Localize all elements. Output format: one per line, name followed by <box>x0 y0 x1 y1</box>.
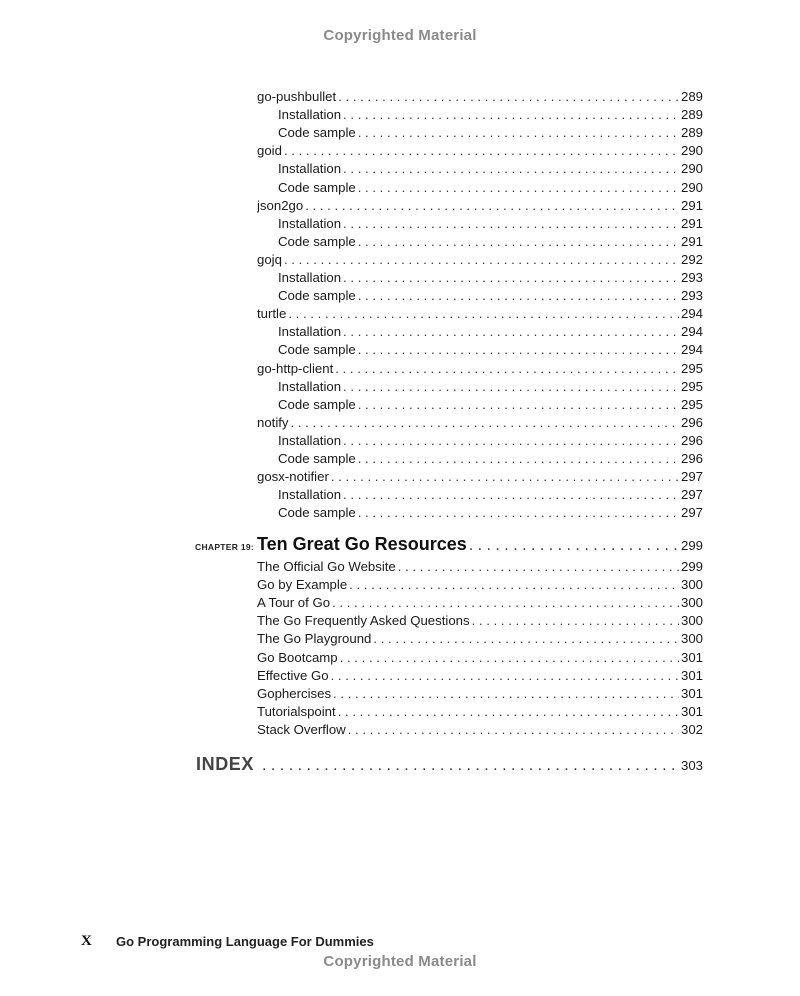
dot-leader <box>373 630 679 648</box>
toc-entry-page-number: 297 <box>680 487 703 503</box>
dot-leader <box>288 305 679 323</box>
toc-subentry[interactable] <box>278 215 703 233</box>
dot-leader <box>284 251 679 269</box>
toc-entry-title: Code sample <box>278 125 356 141</box>
toc-entry[interactable] <box>257 142 703 160</box>
toc-entry-page-number: 293 <box>680 288 703 304</box>
dot-leader <box>331 468 679 486</box>
toc-entry-page-number: 294 <box>680 324 703 340</box>
toc-entry[interactable] <box>257 88 703 106</box>
toc-entry-page-number: 289 <box>680 89 703 104</box>
toc-entry-title: go-http-client <box>257 360 334 376</box>
toc-entry[interactable] <box>257 468 703 486</box>
toc-entry-title: Code sample <box>278 233 356 249</box>
toc-subentry[interactable] <box>278 450 703 468</box>
toc-entry-page-number: 294 <box>680 306 703 322</box>
toc-entry-title: Installation <box>278 487 342 503</box>
dot-leader <box>284 142 679 160</box>
toc-entry-page-number: 289 <box>680 125 703 141</box>
dot-leader <box>291 414 679 432</box>
toc-entry[interactable] <box>257 558 703 576</box>
dot-leader <box>358 450 679 468</box>
toc-entry-title: go-pushbullet <box>257 89 337 104</box>
toc-entry-page-number: 292 <box>680 251 703 267</box>
toc-entry-page-number: 296 <box>680 451 703 466</box>
toc-entry-title: Installation <box>278 324 342 340</box>
dot-leader <box>343 378 679 396</box>
toc-entry-page-number: 301 <box>680 667 703 683</box>
toc-entry-title: Effective Go <box>257 667 329 683</box>
toc-entry-title: gojq <box>257 251 282 267</box>
chapter-heading[interactable] <box>257 534 703 556</box>
toc-entry-page-number: 300 <box>680 631 703 647</box>
toc-entry-title: Code sample <box>278 342 356 358</box>
footer-page-number: X <box>81 933 92 949</box>
index-heading[interactable] <box>196 754 703 778</box>
toc-entry-page-number: 299 <box>680 559 703 574</box>
toc-entry[interactable] <box>257 630 703 648</box>
dot-leader <box>332 594 679 612</box>
chapter-label: CHAPTER 19: <box>195 542 255 552</box>
toc-subentry[interactable] <box>278 179 703 197</box>
toc-entry-title: Gophercises <box>257 685 332 701</box>
dot-leader <box>358 396 679 414</box>
toc-entry-page-number: 291 <box>680 233 703 249</box>
toc-entry-page-number: 290 <box>680 179 703 195</box>
toc-entry-page-number: 297 <box>680 505 703 521</box>
dot-leader <box>349 576 679 594</box>
toc-subentry[interactable] <box>278 106 703 124</box>
toc-entry-page-number: 296 <box>680 432 703 448</box>
toc-entry[interactable] <box>257 721 703 739</box>
toc-subentry[interactable] <box>278 160 703 178</box>
toc-entry[interactable] <box>257 251 703 269</box>
toc-entry-title: Installation <box>278 215 342 231</box>
toc-entry-title: json2go <box>257 197 304 213</box>
toc-entry-title: The Official Go Website <box>257 559 396 574</box>
toc-subentry[interactable] <box>278 396 703 414</box>
toc-entry-page-number: 289 <box>680 107 703 123</box>
dot-leader <box>472 612 679 630</box>
toc-entry[interactable] <box>257 594 703 612</box>
toc-subentry[interactable] <box>278 287 703 305</box>
dot-leader <box>343 269 679 287</box>
toc-entry[interactable] <box>257 667 703 685</box>
dot-leader <box>343 323 679 341</box>
dot-leader <box>358 233 679 251</box>
toc-entry-page-number: 294 <box>680 342 703 358</box>
dot-leader <box>343 106 679 124</box>
toc-entry-page-number: 302 <box>680 721 703 737</box>
toc-entry-title: Installation <box>278 378 342 394</box>
toc-entry-title: The Go Frequently Asked Questions <box>257 613 470 629</box>
copyright-watermark-top: Copyrighted Material <box>323 27 477 44</box>
toc-entry-page-number: 300 <box>680 595 703 611</box>
dot-leader <box>358 504 679 522</box>
toc-entry-page-number: 297 <box>680 469 703 485</box>
toc-entry[interactable] <box>257 649 703 667</box>
toc-entry[interactable] <box>257 685 703 703</box>
dot-leader <box>358 287 679 305</box>
toc-entry-page-number: 301 <box>680 649 703 665</box>
toc-entry[interactable] <box>257 197 703 215</box>
toc-entry[interactable] <box>257 360 703 378</box>
chapter-page-number: 299 <box>680 538 703 553</box>
toc-entry-title: Installation <box>278 161 342 177</box>
toc-entry-title: Go Bootcamp <box>257 649 338 665</box>
toc-subentry[interactable] <box>278 233 703 251</box>
toc-entry-title: A Tour of Go <box>257 595 331 611</box>
footer-book-title: Go Programming Language For Dummies <box>116 934 374 949</box>
toc-subentry[interactable] <box>278 341 703 359</box>
toc-entry-title: gosx-notifier <box>257 469 329 485</box>
dot-leader <box>335 360 679 378</box>
toc-entry-title: Installation <box>278 432 342 448</box>
dot-leader <box>343 160 679 178</box>
dot-leader <box>305 197 679 215</box>
index-title: INDEX <box>196 754 255 774</box>
toc-entry-page-number: 295 <box>680 378 703 394</box>
dot-leader <box>343 486 679 504</box>
toc-entry-page-number: 301 <box>680 685 703 701</box>
dot-leader <box>340 649 679 667</box>
toc-subentry[interactable] <box>278 432 703 450</box>
toc-entry-title: notify <box>257 414 289 430</box>
toc-entry[interactable] <box>257 703 703 721</box>
dot-leader <box>338 703 679 721</box>
toc-entry-title: goid <box>257 143 282 159</box>
toc-entry-title: Code sample <box>278 396 356 412</box>
dot-leader <box>333 685 679 703</box>
toc-subentry[interactable] <box>278 504 703 522</box>
dot-leader <box>358 179 679 197</box>
toc-subentry[interactable] <box>278 124 703 142</box>
toc-entry[interactable] <box>257 305 703 323</box>
dot-leader <box>358 124 679 142</box>
dot-leader <box>343 215 679 233</box>
dot-leader <box>398 558 679 576</box>
toc-entry-page-number: 290 <box>680 161 703 177</box>
toc-entry-title: Stack Overflow <box>257 721 346 737</box>
dot-leader <box>348 721 679 739</box>
toc-entry-page-number: 300 <box>680 577 703 593</box>
toc-subentry[interactable] <box>278 269 703 287</box>
toc-subentry[interactable] <box>278 323 703 341</box>
toc-entry-page-number: 293 <box>680 270 703 285</box>
toc-entry-title: turtle <box>257 306 287 322</box>
toc-entry-page-number: 290 <box>680 143 703 159</box>
toc-entry-page-number: 296 <box>680 414 703 430</box>
toc-entry[interactable] <box>257 414 703 432</box>
dot-leader <box>331 667 679 685</box>
toc-entry-title: Installation <box>278 270 342 285</box>
toc-entry-page-number: 291 <box>680 197 703 213</box>
dot-leader <box>469 537 679 555</box>
toc-entry-title: Go by Example <box>257 577 348 593</box>
toc-entry-title: Code sample <box>278 505 356 521</box>
toc-entry-page-number: 301 <box>680 703 703 719</box>
toc-entry[interactable] <box>257 612 703 630</box>
dot-leader <box>358 341 679 359</box>
toc-entry-page-number: 295 <box>680 360 703 376</box>
dot-leader <box>338 88 679 106</box>
dot-leader <box>262 757 679 775</box>
toc-entry-title: Installation <box>278 107 342 123</box>
toc-entry-page-number: 300 <box>680 613 703 629</box>
toc-subentry[interactable] <box>278 486 703 504</box>
chapter-title: Ten Great Go Resources <box>257 534 467 554</box>
toc-entry-title: Code sample <box>278 179 356 195</box>
toc-entry-title: Tutorialspoint <box>257 703 336 719</box>
toc-entry[interactable] <box>257 576 703 594</box>
toc-entry-title: The Go Playground <box>257 631 372 647</box>
copyright-watermark-bottom: Copyrighted Material <box>323 953 477 970</box>
toc-entry-page-number: 295 <box>680 396 703 412</box>
dot-leader <box>343 432 679 450</box>
index-page-number: 303 <box>680 758 703 773</box>
toc-entry-page-number: 291 <box>680 215 703 231</box>
toc-subentry[interactable] <box>278 378 703 396</box>
toc-entry-title: Code sample <box>278 451 356 466</box>
toc-entry-title: Code sample <box>278 288 356 304</box>
